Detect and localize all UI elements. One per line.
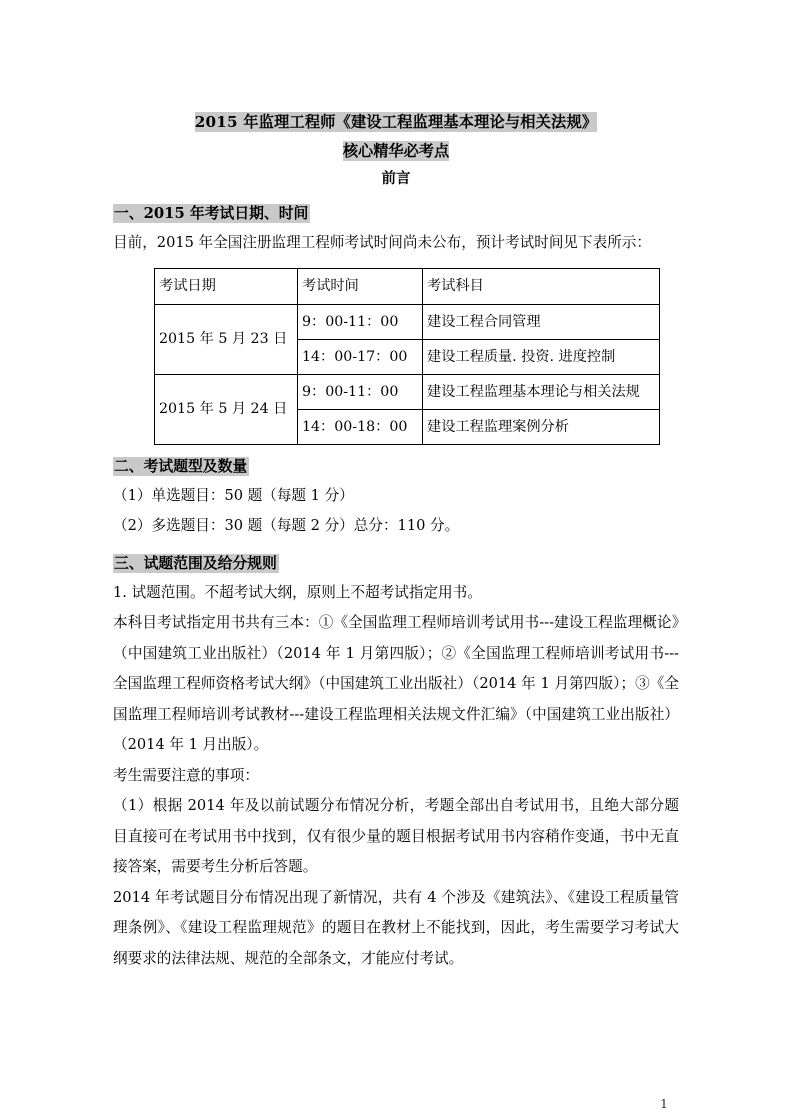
section-three-paragraph-4: （1）根据 2014 年及以前试题分布情况分析，考题全部出自考试用书，且绝大部分题目直接可在考试用书中找到，仅有很少量的题目根据考试用书内容稍作变通，书中无直接答案，需要考生分析后答题。 xyxy=(113,797,679,875)
table-cell-time: 14：00-17：00 xyxy=(298,339,423,374)
table-cell-subject: 建设工程质量. 投资. 进度控制 xyxy=(423,339,660,374)
document-title xyxy=(113,108,679,136)
table-header-subject: 考试科目 xyxy=(423,268,660,304)
section-heading-two xyxy=(113,455,679,479)
section-two-item-1: （1）单选题目：50 题（每题 1 分） xyxy=(113,486,354,504)
section-three-paragraph-2: 本科目考试指定用书共有三本：①《全国监理工程师培训考试用书---建设工程监理概论》（中国建筑工业出版社）（2014 年 1 月第四版）；②《全国监理工程师培训考试用书---全国监理工程师资格考试大纲》（中国建筑工业出版社）（2014 年 1 月第四版）；③《全国监理工程师培训考试教材---建设工程监理相关法规文件汇编》（中国建筑工业出版社）（2014 年 1 月出版）。 xyxy=(113,614,679,753)
exam-schedule-table xyxy=(154,268,660,445)
section-heading-two-text: 二、考试题型及数量 xyxy=(114,457,248,475)
document-title-text: 2015 年监理工程师《建设工程监理基本理论与相关法规》 xyxy=(194,113,598,131)
section-three-paragraph-1: 1. 试题范围。不超考试大纲，原则上不超考试指定用书。 xyxy=(113,583,482,601)
table-cell-time: 9：00-11：00 xyxy=(298,374,423,409)
section-one-intro: 目前，2015 年全国注册监理工程师考试时间尚未公布，预计考试时间见下表所示： xyxy=(113,234,651,251)
table-cell-date: 2015 年 5 月 23 日 xyxy=(155,304,298,374)
document-subtitle xyxy=(113,137,679,165)
table-header-row xyxy=(155,268,660,304)
table-cell-subject: 建设工程监理案例分析 xyxy=(423,409,660,444)
section-three-paragraph-5: 2014 年考试题目分布情况出现了新情况，共有 4 个涉及《建筑法》、《建设工程质量管理条例》、《建设工程监理规范》的题目在教材上不能找到，因此，考生需要学习考试大纲要求的法律法规、规范的全部条文，才能应付考试。 xyxy=(113,888,679,967)
table-cell-subject: 建设工程监理基本理论与相关法规 xyxy=(423,374,660,409)
section-two-item-2: （2）多选题目：30 题（每题 2 分）总分：110 分。 xyxy=(113,517,460,534)
document-subtitle-text: 核心精华必考点 xyxy=(342,142,450,160)
section-heading-three-text: 三、试题范围及给分规则 xyxy=(114,554,277,572)
document-content xyxy=(113,108,679,974)
table-header-date: 考试日期 xyxy=(155,268,298,304)
table-cell-time: 14：00-18：00 xyxy=(298,409,423,444)
table-row xyxy=(155,374,660,409)
exam-table-container xyxy=(154,268,679,445)
page-number: 1 xyxy=(660,1096,668,1111)
table-cell-date: 2015 年 5 月 24 日 xyxy=(155,374,298,444)
section-heading-one xyxy=(113,202,679,226)
section-three-paragraph-3: 考生需要注意的事项： xyxy=(113,766,259,784)
table-header-time: 考试时间 xyxy=(298,268,423,304)
table-cell-subject: 建设工程合同管理 xyxy=(423,304,660,339)
preface-label: 前言 xyxy=(381,170,411,187)
section-heading-three xyxy=(113,552,679,576)
section-heading-one-text: 一、2015 年考试日期、时间 xyxy=(114,205,309,222)
table-cell-time: 9：00-11：00 xyxy=(298,304,423,339)
table-row xyxy=(155,304,660,339)
